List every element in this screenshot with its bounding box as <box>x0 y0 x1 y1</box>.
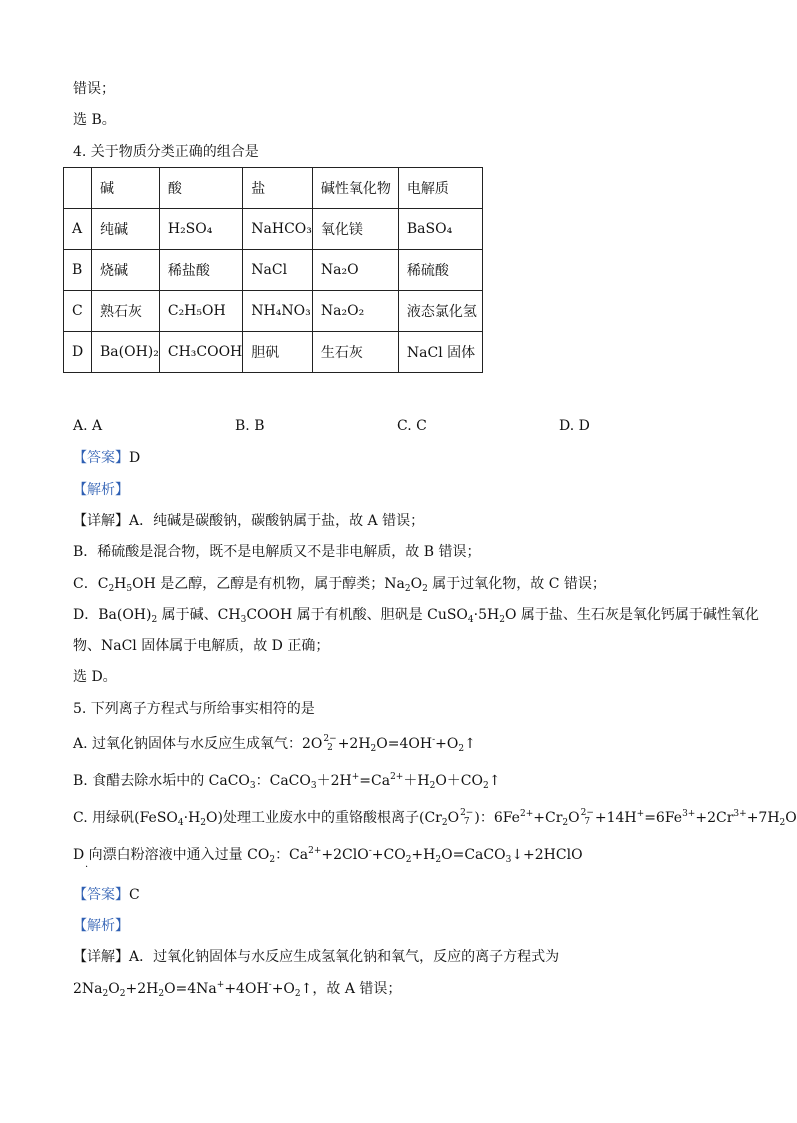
table-header-cell: 碱性氧化物 <box>312 168 398 209</box>
detail-line: B．稀硫酸是混合物，既不是电解质又不是非电解质，故 B 错误； <box>73 544 481 560</box>
table-row <box>64 291 483 332</box>
answer-value: C <box>129 887 140 903</box>
detail-text: ，故 A 错误； <box>312 981 402 997</box>
q5-option-a: A. 过氧化钠固体与水反应生成氧气：2O 2− 2 $+2H_2O=4OH^-+O_2↑$ <box>73 734 476 754</box>
table-cell: 胆矾 <box>243 332 313 373</box>
option-d: D. D <box>559 418 590 434</box>
option-text: D 向漂白粉溶液中通入过量 CO <box>73 847 270 863</box>
table-header-cell <box>64 168 92 209</box>
detail-line: 物、NaCl 固体属于电解质，故 D 正确； <box>73 638 330 654</box>
table-cell: 氧化镁 <box>312 209 398 250</box>
answer-tag: 【答案】 <box>73 887 129 903</box>
detail-line <box>73 948 559 966</box>
option-b: B. B <box>235 418 265 434</box>
table-header-row <box>64 168 483 209</box>
question-4-title: 4. 关于物质分类正确的组合是 <box>73 144 259 160</box>
table-cell: 稀盐酸 <box>159 250 242 291</box>
table-header-cell: 酸 <box>159 168 242 209</box>
table-row <box>64 332 483 373</box>
table-cell: BaSO₄ <box>398 209 482 250</box>
table-cell: Na₂O <box>312 250 398 291</box>
dot-mark: · <box>85 862 89 873</box>
detail-tag: 【详解】 <box>73 949 129 965</box>
detail-text: C． <box>73 576 98 592</box>
table-header-cell: 盐 <box>243 168 313 209</box>
row-label: D <box>64 332 92 373</box>
table-cell: NaCl 固体 <box>398 332 482 373</box>
option-text: 处理工业废水中的重铬酸根离子 <box>222 810 419 826</box>
detail-text: 属于有机酸、胆矾是 <box>296 607 423 623</box>
answer-value: D <box>129 450 141 466</box>
table-header-cell: 碱 <box>92 168 160 209</box>
table-cell: 生石灰 <box>312 332 398 373</box>
row-label: C <box>64 291 92 332</box>
option-c: C. C <box>397 418 427 434</box>
detail-text: A．纯碱是碳酸钠，碳酸钠属于盐，故 A 错误； <box>129 513 425 529</box>
text-line: 选 B。 <box>73 112 116 128</box>
analysis-tag: 【解析】 <box>73 918 129 934</box>
option-text: B. 食醋去除水垢中的 CaCO <box>73 773 250 789</box>
table-cell: Ba(OH)₂ <box>92 332 160 373</box>
table-row <box>64 209 483 250</box>
answer-tag: 【答案】 <box>73 450 129 466</box>
table-cell: H₂SO₄ <box>159 209 242 250</box>
question-5-title: 5. 下列离子方程式与所给事实相符的是 <box>73 701 315 717</box>
detail-line: C．$C_2H_5OH$ 是乙醇，乙醇是有机物，属于醇类；$Na_2O_2$ 属于过氧化物，故 C 错误； <box>73 576 606 594</box>
analysis-tag: 【解析】 <box>73 482 129 498</box>
answer-line <box>73 449 140 467</box>
option-text: A. 过氧化钠固体与水反应生成氧气： <box>73 736 303 752</box>
detail-text: 属于盐、生石灰是氧化钙属于碱性氧化 <box>520 607 759 623</box>
table-cell: 稀硫酸 <box>398 250 482 291</box>
detail-line <box>73 512 424 530</box>
detail-text: 属于碱、 <box>161 607 218 623</box>
table-cell: NH₄NO₃ <box>243 291 313 332</box>
option-text: C. 用绿矾 <box>73 810 135 826</box>
detail-line: 选 D。 <box>73 669 117 685</box>
table-cell: Na₂O₂ <box>312 291 398 332</box>
classification-table <box>63 167 483 373</box>
detail-text: 属于过氧化物，故 C 错误； <box>432 576 606 592</box>
q5-option-b: B. 食醋去除水垢中的 CaCO$_3$：$CaCO_3+2H^+=Ca^{2+}+H_2O+CO_2↑$ <box>73 772 501 791</box>
table-cell: 液态氯化氢 <box>398 291 482 332</box>
q5-option-c: C. 用绿矾$(FeSO_4\cdot H_2O)$处理工业废水中的重铬酸根离子($Cr_2O$ 2− 7 )：$6Fe^{2+}+Cr_2O$ 2− 7 $+14H^+=6Fe^{3+}+2Cr^{3+}+7H_2O$ <box>73 808 797 828</box>
q5-option-d: D 向漂白粉溶液中通入过量 $CO_2$：$Ca^{2+}+2ClO^-+CO_2+H_2O=CaCO_3↓+2HClO$ <box>73 846 583 865</box>
option-a: A. A <box>73 418 103 434</box>
table-cell: C₂H₅OH <box>159 291 242 332</box>
answer-line <box>73 886 140 904</box>
detail-text: A．过氧化钠固体与水反应生成氢氧化钠和氧气，反应的离子方程式为 <box>129 949 560 965</box>
table-cell: NaHCO₃ <box>243 209 313 250</box>
table-cell: 烧碱 <box>92 250 160 291</box>
table-row <box>64 250 483 291</box>
detail-tag: 【详解】 <box>73 513 129 529</box>
table-cell: NaCl <box>243 250 313 291</box>
row-label: B <box>64 250 92 291</box>
detail-text: D． <box>73 607 99 623</box>
detail-line: $2Na_2O_2+2H_2O=4Na^++4OH^-+O_2↑$，故 A 错误； <box>73 980 402 999</box>
answer-options <box>73 418 633 436</box>
table-cell: 熟石灰 <box>92 291 160 332</box>
table-cell: 纯碱 <box>92 209 160 250</box>
row-label: A <box>64 209 92 250</box>
detail-line: D．$Ba(OH)_2$ 属于碱、$CH_3COOH$ 属于有机酸、胆矾是 $CuSO_4\cdot 5H_2O$ 属于盐、生石灰是氧化钙属于碱性氧化 <box>73 607 759 625</box>
detail-text: 是乙醇，乙醇是有机物，属于醇类； <box>160 576 385 592</box>
table-cell: CH₃COOH <box>159 332 242 373</box>
table-header-cell: 电解质 <box>398 168 482 209</box>
text-line: 错误； <box>73 81 115 97</box>
